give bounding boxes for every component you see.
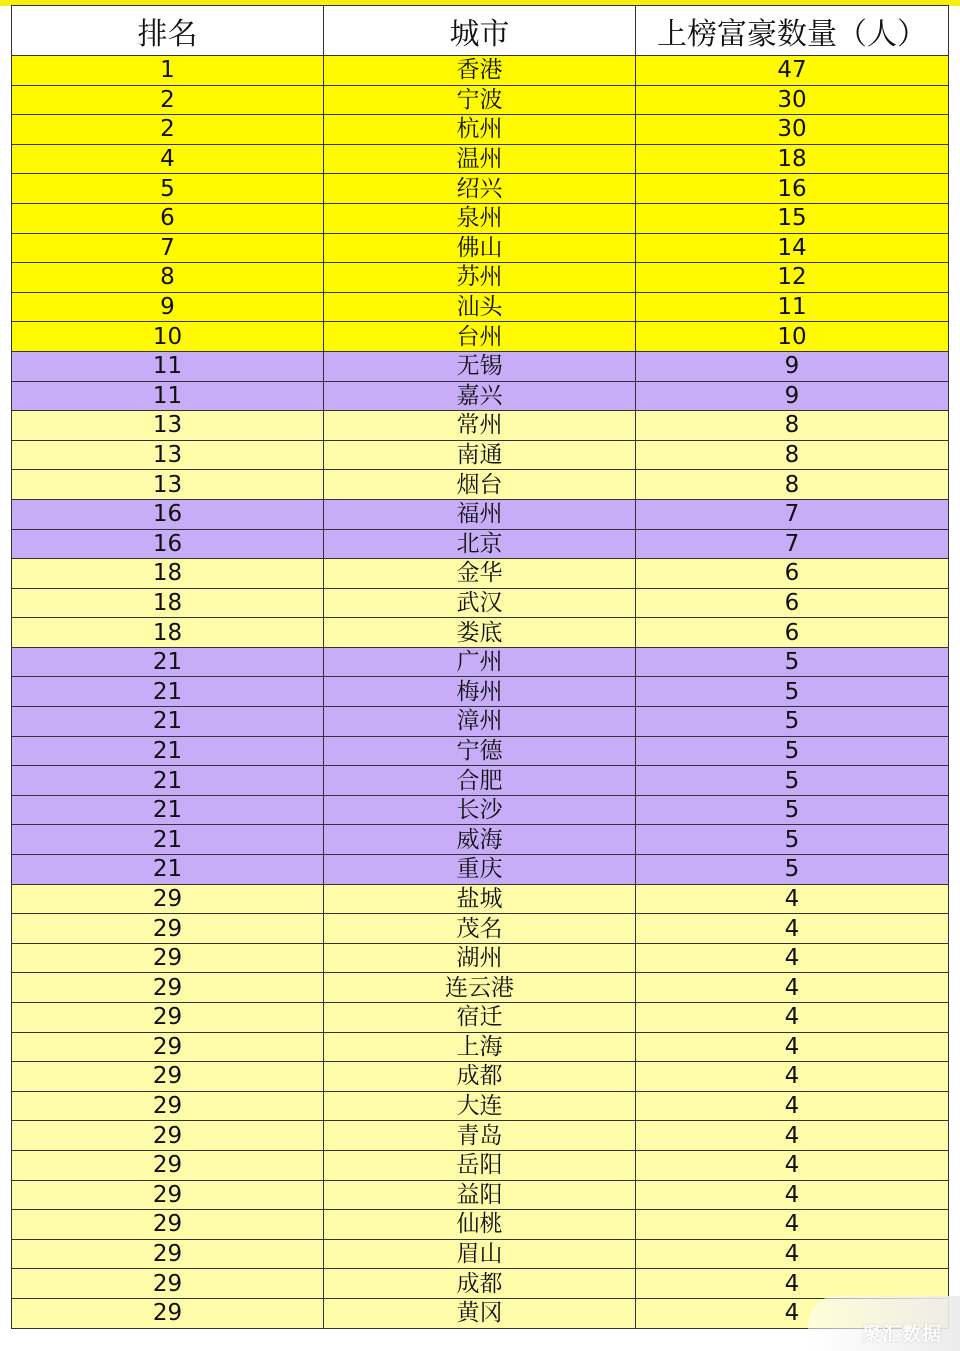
count-cell: 5 <box>636 855 949 885</box>
count-cell: 15 <box>636 203 949 233</box>
city-cell: 宁波 <box>324 85 636 115</box>
rank-cell: 21 <box>12 795 324 825</box>
rank-cell: 29 <box>12 1003 324 1033</box>
ranking-table <box>11 5 949 1329</box>
rank-cell: 11 <box>12 381 324 411</box>
city-cell: 常州 <box>324 411 636 441</box>
table-row <box>12 588 949 618</box>
count-cell: 4 <box>636 1032 949 1062</box>
rank-cell: 16 <box>12 529 324 559</box>
city-cell: 漳州 <box>324 707 636 737</box>
city-cell: 合肥 <box>324 766 636 796</box>
rank-cell: 29 <box>12 1091 324 1121</box>
rank-cell: 18 <box>12 588 324 618</box>
table-row <box>12 1032 949 1062</box>
rank-cell: 6 <box>12 203 324 233</box>
table-row <box>12 1091 949 1121</box>
city-cell: 茂名 <box>324 914 636 944</box>
table-row <box>12 144 949 174</box>
count-cell: 6 <box>636 588 949 618</box>
rank-cell: 29 <box>12 973 324 1003</box>
city-cell: 成都 <box>324 1269 636 1299</box>
city-cell: 长沙 <box>324 795 636 825</box>
city-cell: 重庆 <box>324 855 636 885</box>
rank-cell: 29 <box>12 943 324 973</box>
table-row <box>12 411 949 441</box>
table-row <box>12 914 949 944</box>
rank-cell: 5 <box>12 174 324 204</box>
count-cell: 4 <box>636 1121 949 1151</box>
table-row <box>12 736 949 766</box>
count-cell: 18 <box>636 144 949 174</box>
table-row <box>12 766 949 796</box>
rank-cell: 29 <box>12 1269 324 1299</box>
city-cell: 金华 <box>324 559 636 589</box>
header-city: 城市 <box>324 6 636 56</box>
city-cell: 盐城 <box>324 884 636 914</box>
table-row <box>12 1269 949 1299</box>
city-cell: 广州 <box>324 647 636 677</box>
rank-cell: 9 <box>12 292 324 322</box>
rank-cell: 7 <box>12 233 324 263</box>
table-row <box>12 56 949 86</box>
rank-cell: 29 <box>12 1239 324 1269</box>
rank-cell: 29 <box>12 1210 324 1240</box>
rank-cell: 29 <box>12 1121 324 1151</box>
city-cell: 台州 <box>324 322 636 352</box>
rank-cell: 18 <box>12 618 324 648</box>
table-row <box>12 647 949 677</box>
city-cell: 香港 <box>324 56 636 86</box>
city-cell: 绍兴 <box>324 174 636 204</box>
rank-cell: 29 <box>12 1150 324 1180</box>
city-cell: 成都 <box>324 1062 636 1092</box>
count-cell: 11 <box>636 292 949 322</box>
table-row <box>12 263 949 293</box>
count-cell: 4 <box>636 1239 949 1269</box>
count-cell: 4 <box>636 1180 949 1210</box>
ranking-table-container <box>11 5 948 1329</box>
rank-cell: 16 <box>12 499 324 529</box>
table-row <box>12 1150 949 1180</box>
table-row <box>12 855 949 885</box>
count-cell: 4 <box>636 1298 949 1328</box>
rank-cell: 4 <box>12 144 324 174</box>
table-row <box>12 707 949 737</box>
rank-cell: 29 <box>12 1180 324 1210</box>
rank-cell: 21 <box>12 855 324 885</box>
table-row <box>12 351 949 381</box>
rank-cell: 13 <box>12 440 324 470</box>
city-cell: 苏州 <box>324 263 636 293</box>
count-cell: 47 <box>636 56 949 86</box>
rank-cell: 1 <box>12 56 324 86</box>
table-body <box>12 56 949 1329</box>
city-cell: 宁德 <box>324 736 636 766</box>
count-cell: 5 <box>636 736 949 766</box>
count-cell: 5 <box>636 795 949 825</box>
count-cell: 5 <box>636 647 949 677</box>
count-cell: 4 <box>636 1091 949 1121</box>
table-row <box>12 1003 949 1033</box>
rank-cell: 29 <box>12 1032 324 1062</box>
rank-cell: 21 <box>12 677 324 707</box>
table-row <box>12 292 949 322</box>
count-cell: 4 <box>636 1150 949 1180</box>
rank-cell: 29 <box>12 1062 324 1092</box>
rank-cell: 21 <box>12 647 324 677</box>
count-cell: 5 <box>636 677 949 707</box>
table-row <box>12 884 949 914</box>
count-cell: 4 <box>636 914 949 944</box>
city-cell: 娄底 <box>324 618 636 648</box>
city-cell: 北京 <box>324 529 636 559</box>
table-row <box>12 618 949 648</box>
count-cell: 4 <box>636 973 949 1003</box>
city-cell: 威海 <box>324 825 636 855</box>
city-cell: 福州 <box>324 499 636 529</box>
city-cell: 岳阳 <box>324 1150 636 1180</box>
rank-cell: 2 <box>12 115 324 145</box>
rank-cell: 21 <box>12 736 324 766</box>
count-cell: 16 <box>636 174 949 204</box>
city-cell: 青岛 <box>324 1121 636 1151</box>
city-cell: 嘉兴 <box>324 381 636 411</box>
rank-cell: 29 <box>12 884 324 914</box>
table-row <box>12 529 949 559</box>
city-cell: 温州 <box>324 144 636 174</box>
count-cell: 4 <box>636 1062 949 1092</box>
city-cell: 湖州 <box>324 943 636 973</box>
table-row <box>12 943 949 973</box>
header-count: 上榜富豪数量（人） <box>636 6 949 56</box>
rank-cell: 8 <box>12 263 324 293</box>
count-cell: 4 <box>636 943 949 973</box>
table-row <box>12 115 949 145</box>
city-cell: 大连 <box>324 1091 636 1121</box>
count-cell: 6 <box>636 618 949 648</box>
city-cell: 上海 <box>324 1032 636 1062</box>
count-cell: 30 <box>636 115 949 145</box>
table-row <box>12 1210 949 1240</box>
city-cell: 益阳 <box>324 1180 636 1210</box>
table-row <box>12 1121 949 1151</box>
city-cell: 无锡 <box>324 351 636 381</box>
count-cell: 7 <box>636 529 949 559</box>
count-cell: 7 <box>636 499 949 529</box>
count-cell: 8 <box>636 470 949 500</box>
city-cell: 烟台 <box>324 470 636 500</box>
count-cell: 14 <box>636 233 949 263</box>
count-cell: 12 <box>636 263 949 293</box>
table-row <box>12 381 949 411</box>
table-row <box>12 85 949 115</box>
city-cell: 宿迁 <box>324 1003 636 1033</box>
count-cell: 8 <box>636 411 949 441</box>
table-header-row <box>12 6 949 56</box>
table-row <box>12 470 949 500</box>
rank-cell: 10 <box>12 322 324 352</box>
rank-cell: 29 <box>12 914 324 944</box>
count-cell: 4 <box>636 1210 949 1240</box>
header-rank: 排名 <box>12 6 324 56</box>
count-cell: 9 <box>636 351 949 381</box>
city-cell: 泉州 <box>324 203 636 233</box>
table-row <box>12 174 949 204</box>
table-row <box>12 1180 949 1210</box>
city-cell: 汕头 <box>324 292 636 322</box>
count-cell: 10 <box>636 322 949 352</box>
rank-cell: 21 <box>12 825 324 855</box>
count-cell: 8 <box>636 440 949 470</box>
rank-cell: 18 <box>12 559 324 589</box>
count-cell: 5 <box>636 707 949 737</box>
city-cell: 武汉 <box>324 588 636 618</box>
table-row <box>12 559 949 589</box>
count-cell: 5 <box>636 766 949 796</box>
count-cell: 5 <box>636 825 949 855</box>
count-cell: 4 <box>636 1269 949 1299</box>
table-row <box>12 677 949 707</box>
count-cell: 4 <box>636 1003 949 1033</box>
table-row <box>12 440 949 470</box>
city-cell: 仙桃 <box>324 1210 636 1240</box>
rank-cell: 11 <box>12 351 324 381</box>
city-cell: 佛山 <box>324 233 636 263</box>
table-row <box>12 499 949 529</box>
city-cell: 眉山 <box>324 1239 636 1269</box>
rank-cell: 13 <box>12 411 324 441</box>
table-row <box>12 233 949 263</box>
table-row <box>12 203 949 233</box>
rank-cell: 2 <box>12 85 324 115</box>
count-cell: 6 <box>636 559 949 589</box>
city-cell: 黄冈 <box>324 1298 636 1328</box>
table-row <box>12 795 949 825</box>
table-row <box>12 1239 949 1269</box>
city-cell: 南通 <box>324 440 636 470</box>
table-row <box>12 825 949 855</box>
count-cell: 9 <box>636 381 949 411</box>
watermark-text: 聚汇数据 <box>862 1323 943 1345</box>
city-cell: 连云港 <box>324 973 636 1003</box>
count-cell: 4 <box>636 884 949 914</box>
table-row <box>12 322 949 352</box>
table-row <box>12 1062 949 1092</box>
rank-cell: 21 <box>12 766 324 796</box>
rank-cell: 29 <box>12 1298 324 1328</box>
city-cell: 杭州 <box>324 115 636 145</box>
city-cell: 梅州 <box>324 677 636 707</box>
rank-cell: 13 <box>12 470 324 500</box>
rank-cell: 21 <box>12 707 324 737</box>
table-row <box>12 973 949 1003</box>
count-cell: 30 <box>636 85 949 115</box>
